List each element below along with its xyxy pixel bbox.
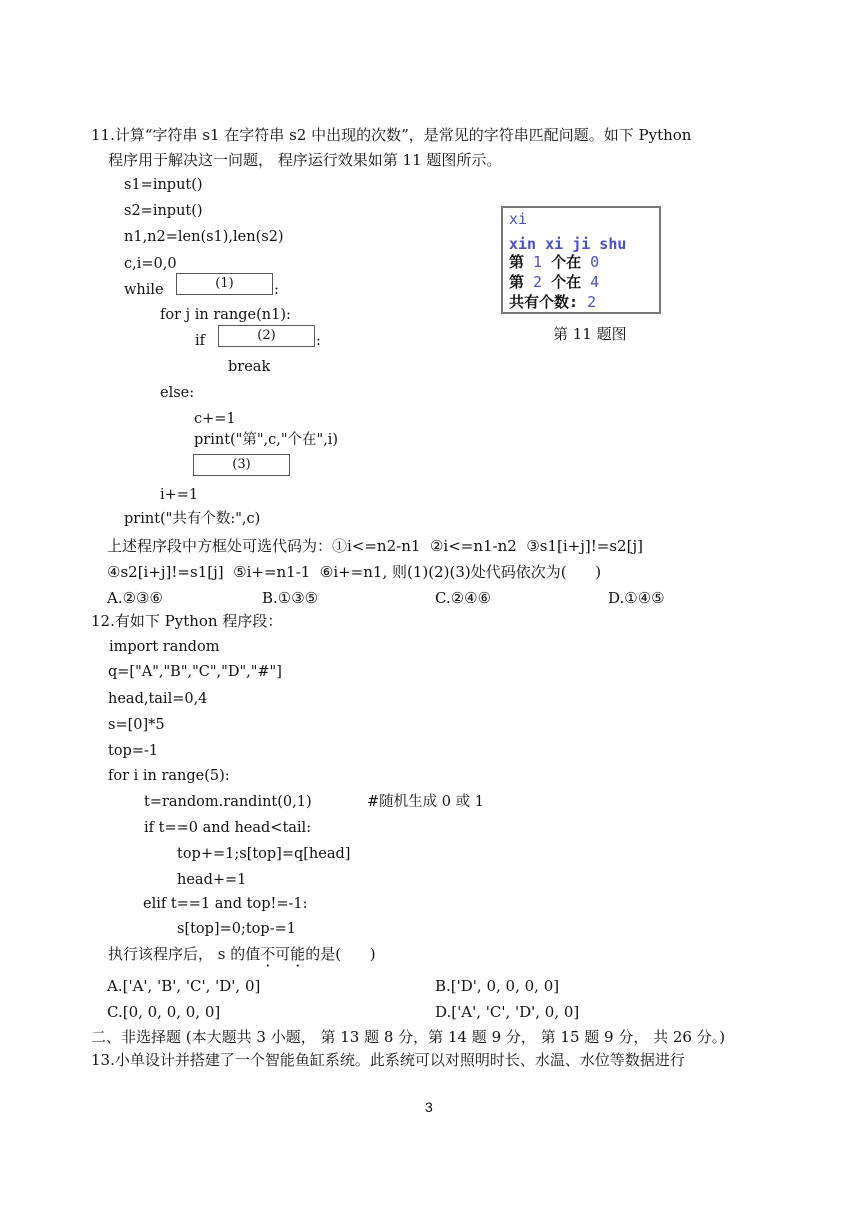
choice-a: A.['A', 'B', 'C', 'D', 0]: [107, 977, 261, 995]
q11-code-line: else:: [160, 385, 195, 401]
q11-code-line: s2=input(): [124, 203, 203, 219]
q11-code-line: c+=1: [194, 411, 236, 427]
section-heading: 二、非选择题 (本大题共 3 小题， 第 13 题 8 分，第 14 题 9 分， 第 15 题 9 分， 共 26 分。): [91, 1028, 726, 1046]
q11-options-line1: 上述程序段中方框处可选代码为：①i<=n2-n1 ②i<=n1-n2 ③s1[i+j]!=s2[j]: [107, 537, 643, 555]
q12-code-line: top=-1: [108, 743, 159, 759]
q12-code-line: s=[0]*5: [108, 717, 165, 733]
q12-code-line: for i in range(5):: [108, 768, 230, 784]
output-line: xin xi ji shu: [509, 235, 627, 253]
output-line: 第 2 个在 4: [509, 273, 600, 291]
q11-options-line2: ④s2[i+j]!=s1[j] ⑤i+=n1-1 ⑥i+=n1, 则(1)(2)(3)处代码依次为( ): [107, 563, 602, 581]
q11-code-line: while: [124, 282, 169, 298]
output-line: 第 1 个在 0: [509, 253, 600, 271]
q12-code-line: top+=1;s[top]=q[head]: [177, 846, 351, 862]
q11-stem-line1: 11.计算“字符串 s1 在字符串 s2 中出现的次数”，是常见的字符串匹配问题。如下 Python: [91, 126, 692, 144]
q12-code-line: elif t==1 and top!=-1:: [143, 896, 308, 912]
q12-code-line: head+=1: [177, 872, 247, 888]
q12-code-line: s[top]=0;top-=1: [177, 921, 296, 937]
blank-box-1: (1): [176, 273, 273, 295]
choice-a: A.②③⑥: [107, 589, 163, 607]
q11-code-line: print("第",c,"个在",i): [194, 432, 339, 448]
q12-code-line: head,tail=0,4: [108, 691, 208, 707]
q12-stem: 12.有如下 Python 程序段：: [91, 612, 283, 630]
q11-code-colon: :: [316, 333, 321, 349]
q11-output-screenshot: [501, 206, 661, 314]
page-number: 3: [425, 1099, 433, 1115]
figure-caption: 第 11 题图: [553, 325, 627, 343]
q12-question: 执行该程序后， s 的值不可能的是( ): [108, 945, 376, 963]
choice-d: D.['A', 'C', 'D', 0, 0]: [435, 1003, 580, 1021]
q11-code-line: break: [228, 359, 271, 375]
q12-code-line: t=random.randint(0,1): [144, 794, 312, 810]
choice-b: B.['D', 0, 0, 0, 0]: [435, 977, 560, 995]
q12-code-line: q=["A","B","C","D","#"]: [108, 664, 282, 680]
q13-stem: 13.小单设计并搭建了一个智能鱼缸系统。此系统可以对照明时长、水温、水位等数据进行: [91, 1051, 685, 1069]
choice-d: D.①④⑤: [608, 589, 665, 607]
q11-stem-line2: 程序用于解决这一问题， 程序运行效果如第 11 题图所示。: [108, 151, 502, 169]
output-line: 共有个数: 2: [509, 293, 597, 311]
q11-code-line: c,i=0,0: [124, 256, 177, 272]
q11-code-line: s1=input(): [124, 177, 203, 193]
choice-c: C.[0, 0, 0, 0, 0]: [107, 1003, 221, 1021]
blank-box-3: (3): [193, 454, 290, 476]
q11-code-line: for j in range(n1):: [160, 307, 291, 323]
q11-code-line: if: [195, 333, 210, 349]
q11-code-colon: :: [274, 282, 279, 298]
blank-box-2: (2): [218, 325, 315, 347]
q12-code-comment: #随机生成 0 或 1: [367, 794, 484, 810]
choice-c: C.②④⑥: [435, 589, 492, 607]
q11-code-line: n1,n2=len(s1),len(s2): [124, 229, 284, 245]
q11-code-line: print("共有个数:",c): [124, 511, 261, 527]
q12-code-line: if t==0 and head<tail:: [144, 820, 312, 836]
q12-code-line: import random: [109, 639, 220, 655]
choice-b: B.①③⑤: [262, 589, 319, 607]
q11-code-line: i+=1: [160, 487, 199, 503]
output-line: xi: [509, 210, 528, 228]
